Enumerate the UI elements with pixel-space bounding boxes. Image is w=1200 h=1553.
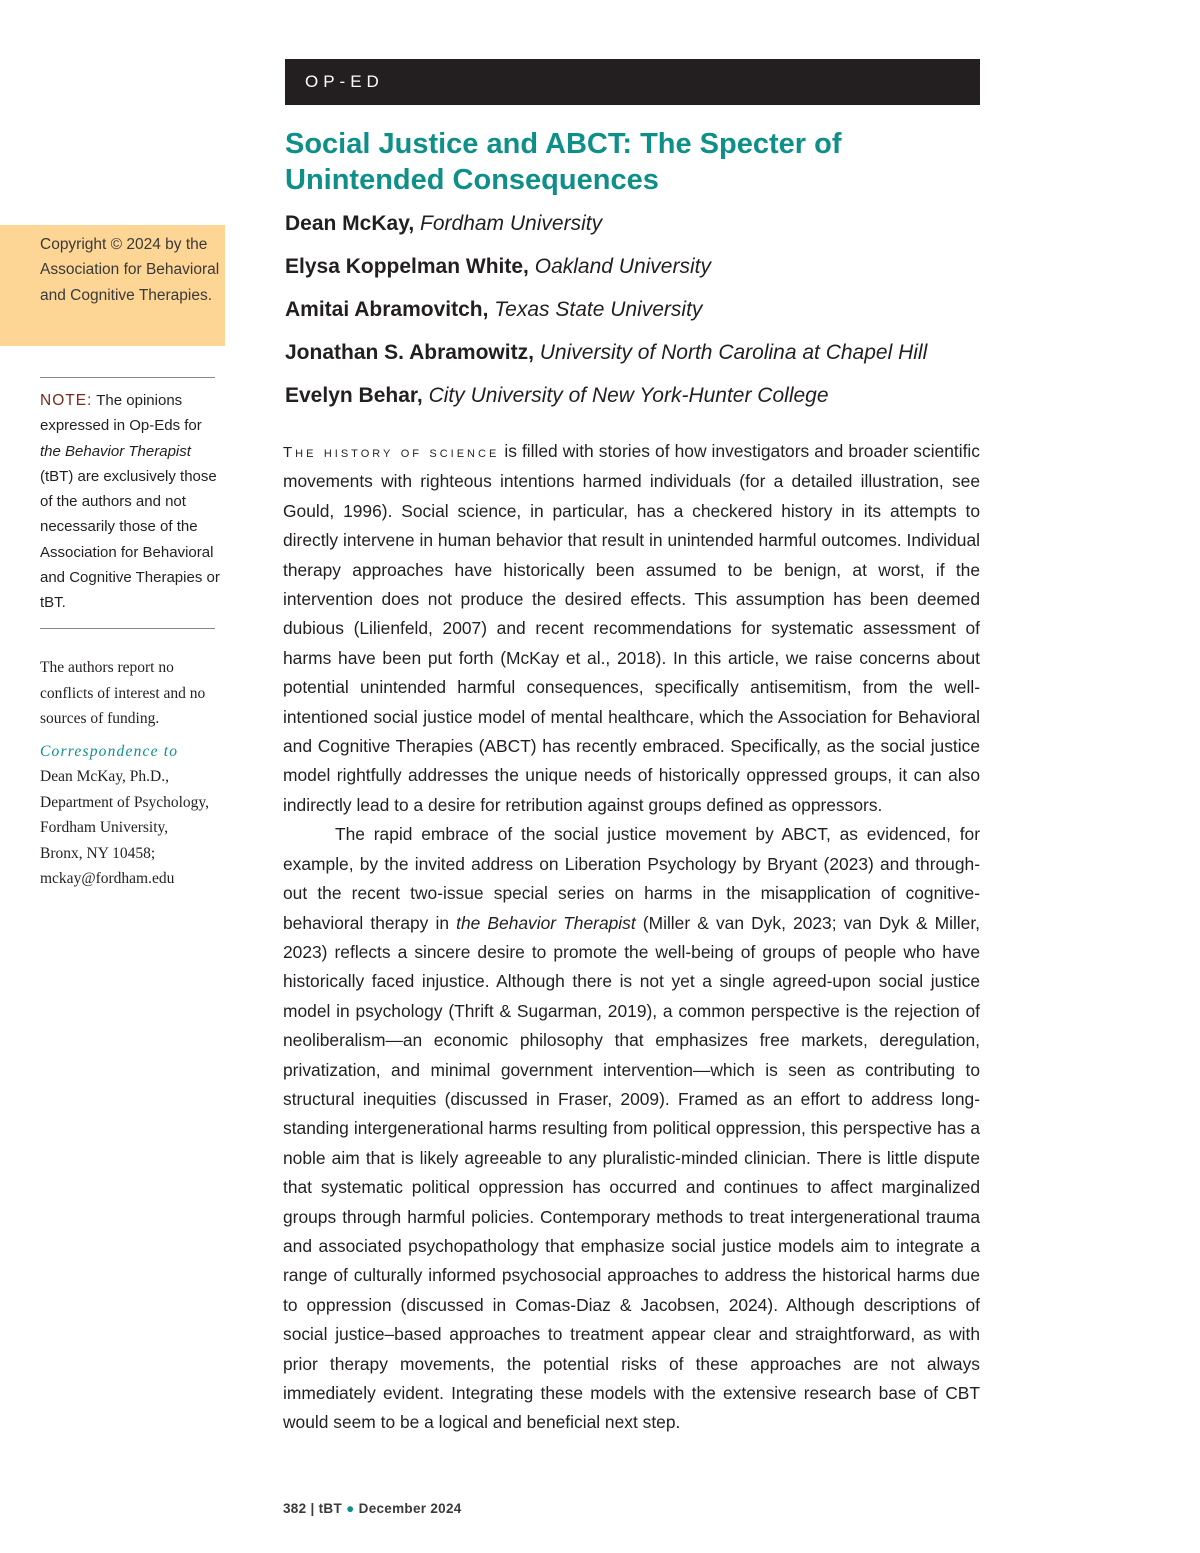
author-name: Elysa Koppelman White, xyxy=(285,255,529,278)
author-affiliation: City University of New York-Hunter College xyxy=(428,384,829,407)
author-entry xyxy=(285,294,985,337)
journal-abbrev: tBT xyxy=(318,1501,343,1516)
journal-name: the Behavior Therapist xyxy=(40,442,191,460)
author-affiliation: Texas State University xyxy=(494,298,703,321)
author-name: Amitai Abramovitch, xyxy=(285,298,489,321)
page-number: 382 xyxy=(283,1501,307,1516)
issue-date: December 2024 xyxy=(358,1501,462,1516)
paragraph-text: The rapid embrace of the social justice movement by ABCT, as evidenced, for example, by the invited address on Liberation Psychology by Bryant (2023) and throughout the recent two-issue special series on harms in the misapplication of cognitive-behavioral therapy in xyxy=(283,824,980,933)
correspondence-line: Department of Psychology, xyxy=(40,793,210,811)
copyright-notice: Copyright © 2024 by the Association for Behavioral and Cognitive Therapies. xyxy=(0,225,225,346)
section-label: OP-ED xyxy=(305,72,384,91)
paragraph-text: (Miller & van Dyk, 2023; van Dyk & Miller, 2023) reflects a sincere desire to promote the well-being of groups of people who have historically faced injustice. Although there is not yet a single agreed-upon social justice model in psychology (Thrift & Sugarman, 2019), a common perspective is the rejection of neoliberalism—an economic philosophy that emphasizes free markets, deregulation, privatization, and minimal government intervention—which is seen as contributing to structural inequities (discussed in Fraser, 2009). Framed as an effort to address longstanding intergenerational harms resulting from political oppression, this perspective has a noble aim that is likely agreeable to any pluralistic-minded clinician. There is little dispute that systematic political oppression has occurred and continues to affect marginalized groups through harmful policies. Contemporary methods to treat intergenerational trauma and associated psychopathology that emphasize social justice models aim to integrate a range of culturally informed psychosocial approaches to address the historical harms due to oppression (discussed in Comas-Diaz & Jacobsen, 2024). Although descriptions of social justice–based approaches to treatment appear clear and straightforward, as with prior therapy movements, the potential risks of these approaches are not always immediately evident. Integrating these models with the extensive research base of CBT would seem to be a logical and beneficial next step. xyxy=(283,912,981,1433)
author-entry xyxy=(285,208,985,251)
author-entry xyxy=(285,380,985,423)
author-list xyxy=(285,208,985,423)
correspondence-email: mckay@fordham.edu xyxy=(40,870,175,887)
correspondence-line: Bronx, NY 10458; xyxy=(40,844,156,862)
article-title: Social Justice and ABCT: The Specter of Unintended Consequences xyxy=(285,128,842,196)
bullet-icon: ● xyxy=(346,1501,355,1516)
journal-name: the Behavior Therapist xyxy=(456,912,636,933)
note-text: The opinions expressed in Op-Eds for xyxy=(40,392,202,435)
author-name: Evelyn Behar, xyxy=(285,384,423,407)
page-footer xyxy=(283,1501,462,1516)
author-affiliation: Fordham University xyxy=(420,212,603,235)
correspondence-line: Fordham University, xyxy=(40,819,169,836)
divider xyxy=(40,377,215,378)
paragraph xyxy=(283,437,980,820)
author-name: Jonathan S. Abramowitz, xyxy=(285,341,534,364)
article-body xyxy=(283,437,980,1438)
paragraph-text: is filled with stories of how investigators and broader scientific movements with righteous intentions harmed individuals (for a detailed illustration, see Gould, 1996). Social science, in particular, has a checkered history in its attempts to directly intervene in human behavior that result in unintended harmful outcomes. Individual therapy approaches have historically been assumed to be benign, at worst, if the intervention does not produce the desired effects. This assumption has been deemed dubious (Lilienfeld, 2007) and recent recommendations for systematic assessment of harms have been put forth (McKay et al., 2018). In this article, we raise concerns about potential unintended harmful consequences, specifically antisemitism, from the well-intentioned social justice model of mental healthcare, which the Association for Behavioral and Cognitive Therapies (ABCT) has recently embraced. Specifically, as the social justice model rightfully addresses the unique needs of historically oppressed groups, it can also indirectly lead to a desire for retribution against groups defined as oppressors. xyxy=(283,441,980,815)
author-name: Dean McKay, xyxy=(285,212,415,235)
author-entry xyxy=(285,337,985,380)
section-banner xyxy=(285,59,980,105)
note-label: NOTE: xyxy=(40,392,93,409)
author-affiliation: Oakland University xyxy=(534,255,711,278)
opinion-note xyxy=(40,388,225,616)
funding-statement: The authors report no conflicts of interest and no sources of funding. xyxy=(40,659,206,727)
correspondence-line: Dean McKay, Ph.D., xyxy=(40,768,169,785)
divider xyxy=(40,628,215,629)
footer-separator: | xyxy=(310,1501,315,1516)
author-entry xyxy=(285,251,985,294)
author-affiliation: University of North Carolina at Chapel Hill xyxy=(539,341,928,364)
note-text: (tBT) are exclusively those of the authors and not necessarily those of the Association for Behavioral and Cognitive Therapies or tBT. xyxy=(40,467,220,612)
disclosure-block xyxy=(40,655,230,892)
lead-in: The history of science xyxy=(283,444,500,461)
paragraph xyxy=(283,820,980,1438)
correspondence-label: Correspondence to xyxy=(40,742,179,760)
